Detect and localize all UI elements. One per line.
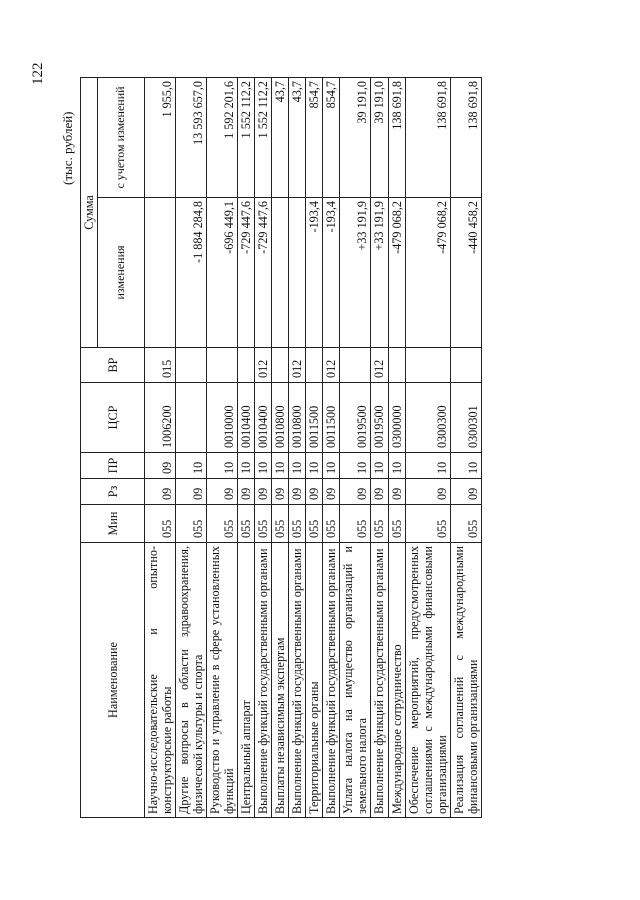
row-total: 1 592 201,6 — [207, 77, 238, 197]
row-min: 055 — [450, 505, 481, 543]
row-min: 055 — [340, 505, 371, 543]
row-vr — [207, 348, 238, 383]
row-csr: 0019500 — [340, 383, 371, 453]
row-total: 138 691,8 — [450, 77, 481, 197]
row-min: 055 — [238, 505, 255, 543]
table-header — [81, 77, 145, 817]
row-pr: 10 — [340, 453, 371, 479]
row-min: 055 — [405, 505, 450, 543]
row-name: Обеспечение мероприятий, предусмотренных соглашениями с международными финансовыми организациями — [405, 543, 450, 818]
row-changes: +33 191,9 — [371, 198, 388, 348]
table-row — [306, 77, 323, 817]
row-rz: 09 — [145, 479, 176, 505]
row-name: Уплата налога на имущество организаций и земельного налога — [340, 543, 371, 818]
row-rz: 09 — [405, 479, 450, 505]
row-changes: -193,4 — [323, 198, 340, 348]
row-pr: 10 — [371, 453, 388, 479]
row-csr: 0010800 — [289, 383, 306, 453]
row-csr: 0010800 — [272, 383, 289, 453]
header-min: Мин — [81, 505, 145, 543]
row-name: Выполнение функций государственными органами — [289, 543, 306, 818]
row-name: Выполнение функций государственными органами — [323, 543, 340, 818]
row-name: Руководство и управление в сфере установленных функций — [207, 543, 238, 818]
row-min: 055 — [145, 505, 176, 543]
row-name: Научно-исследовательские и опытно-конструкторские работы — [145, 543, 176, 818]
row-min: 055 — [207, 505, 238, 543]
row-rz: 09 — [388, 479, 405, 505]
row-rz: 09 — [255, 479, 272, 505]
header-sum: Сумма — [81, 77, 98, 347]
row-csr: 0010000 — [207, 383, 238, 453]
header-vr: ВР — [81, 348, 145, 383]
row-rz: 09 — [306, 479, 323, 505]
header-pr: ПР — [81, 453, 145, 479]
row-rz: 09 — [289, 479, 306, 505]
row-name: Выполнение функций государственными органами — [255, 543, 272, 818]
row-min: 055 — [371, 505, 388, 543]
row-vr — [176, 348, 207, 383]
row-name: Выплаты независимым экспертам — [272, 543, 289, 818]
row-min: 055 — [255, 505, 272, 543]
header-name: Наименование — [81, 543, 145, 818]
row-total: 39 191,0 — [340, 77, 371, 197]
row-changes: -729 447,6 — [255, 198, 272, 348]
row-csr: 0019500 — [371, 383, 388, 453]
budget-table — [80, 77, 482, 818]
row-vr: 012 — [255, 348, 272, 383]
row-total: 43,7 — [272, 77, 289, 197]
row-csr: 0011500 — [323, 383, 340, 453]
row-name: Территориальные органы — [306, 543, 323, 818]
header-rz: Рз — [81, 479, 145, 505]
row-name: Другие вопросы в области здравоохранения, физической культуры и спорта — [176, 543, 207, 818]
row-vr — [450, 348, 481, 383]
row-rz: 09 — [371, 479, 388, 505]
table-row — [176, 77, 207, 817]
row-csr: 0300000 — [388, 383, 405, 453]
row-csr: 0011500 — [306, 383, 323, 453]
table-row — [340, 77, 371, 817]
row-rz: 09 — [176, 479, 207, 505]
row-vr: 015 — [145, 348, 176, 383]
row-vr — [238, 348, 255, 383]
row-rz: 09 — [238, 479, 255, 505]
row-total: 138 691,8 — [388, 77, 405, 197]
header-csr: ЦСР — [81, 383, 145, 453]
row-pr: 10 — [255, 453, 272, 479]
table-row — [323, 77, 340, 817]
row-total: 1 955,0 — [145, 77, 176, 197]
row-changes — [272, 198, 289, 348]
row-vr: 012 — [371, 348, 388, 383]
row-name: Реализация соглашений с международными финансовыми организациями — [450, 543, 481, 818]
row-vr — [306, 348, 323, 383]
row-min: 055 — [272, 505, 289, 543]
row-min: 055 — [289, 505, 306, 543]
row-vr — [340, 348, 371, 383]
row-total: 13 593 657,0 — [176, 77, 207, 197]
unit-label: (тыс. рублей) — [60, 111, 75, 185]
table-row — [255, 77, 272, 817]
row-total: 1 552 112,2 — [255, 77, 272, 197]
row-changes — [289, 198, 306, 348]
row-min: 055 — [388, 505, 405, 543]
row-name: Международное сотрудничество — [388, 543, 405, 818]
row-total: 39 191,0 — [371, 77, 388, 197]
row-vr — [272, 348, 289, 383]
row-min: 055 — [176, 505, 207, 543]
row-total: 138 691,8 — [405, 77, 450, 197]
row-csr: 0300301 — [450, 383, 481, 453]
row-vr — [388, 348, 405, 383]
row-changes: -729 447,6 — [238, 198, 255, 348]
table-row — [272, 77, 289, 817]
row-rz: 09 — [450, 479, 481, 505]
page-number: 122 — [30, 62, 46, 85]
row-pr: 10 — [272, 453, 289, 479]
row-pr: 10 — [176, 453, 207, 479]
row-csr: 0300300 — [405, 383, 450, 453]
row-min: 055 — [306, 505, 323, 543]
header-changes: изменения — [98, 198, 145, 348]
row-pr: 09 — [145, 453, 176, 479]
row-total: 43,7 — [289, 77, 306, 197]
row-changes: -1 884 284,8 — [176, 198, 207, 348]
table-row — [405, 77, 450, 817]
row-changes — [145, 198, 176, 348]
row-rz: 09 — [207, 479, 238, 505]
row-vr — [405, 348, 450, 383]
header-with-changes: с учетом изменений — [98, 77, 145, 197]
row-total: 854,7 — [306, 77, 323, 197]
row-csr: 0010400 — [255, 383, 272, 453]
table-row — [145, 77, 176, 817]
row-rz: 09 — [272, 479, 289, 505]
row-pr: 10 — [388, 453, 405, 479]
row-changes: -440 458,2 — [450, 198, 481, 348]
row-pr: 10 — [289, 453, 306, 479]
row-csr: 1006200 — [145, 383, 176, 453]
row-total: 1 552 112,2 — [238, 77, 255, 197]
row-changes: -479 068,2 — [405, 198, 450, 348]
row-changes: -479 068,2 — [388, 198, 405, 348]
row-pr: 10 — [238, 453, 255, 479]
row-total: 854,7 — [323, 77, 340, 197]
row-name: Выполнение функций государственными органами — [371, 543, 388, 818]
row-changes: -696 449,1 — [207, 198, 238, 348]
table-row — [371, 77, 388, 817]
row-pr: 10 — [323, 453, 340, 479]
table-body — [145, 77, 482, 817]
row-pr: 10 — [450, 453, 481, 479]
table-row — [388, 77, 405, 817]
table-row — [450, 77, 481, 817]
row-name: Центральный аппарат — [238, 543, 255, 818]
row-pr: 10 — [207, 453, 238, 479]
row-rz: 09 — [323, 479, 340, 505]
row-pr: 10 — [306, 453, 323, 479]
table-row — [207, 77, 238, 817]
row-csr — [176, 383, 207, 453]
row-min: 055 — [323, 505, 340, 543]
table-row — [238, 77, 255, 817]
row-changes: +33 191,9 — [340, 198, 371, 348]
row-vr: 012 — [323, 348, 340, 383]
row-pr: 10 — [405, 453, 450, 479]
row-csr: 0010400 — [238, 383, 255, 453]
table-row — [289, 77, 306, 817]
row-changes: -193,4 — [306, 198, 323, 348]
row-rz: 09 — [340, 479, 371, 505]
row-vr: 012 — [289, 348, 306, 383]
